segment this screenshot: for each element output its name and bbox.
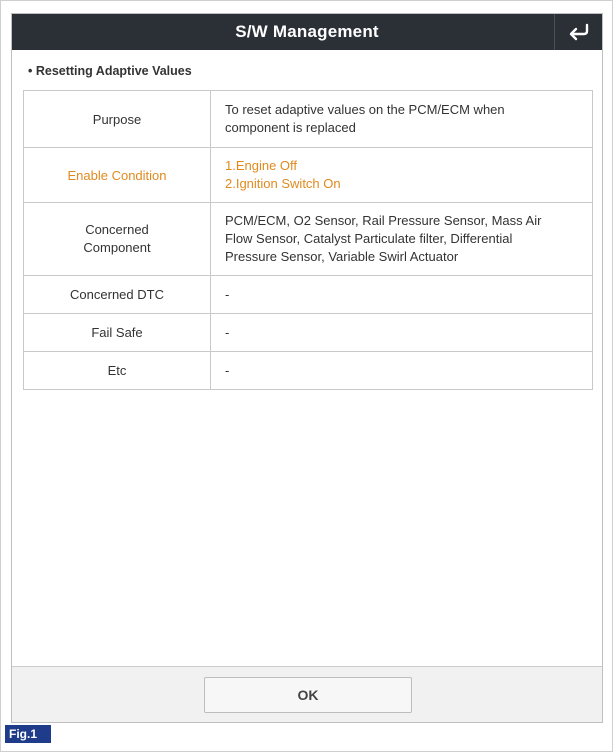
table-row-etc: [24, 352, 593, 390]
label-line: Concerned: [85, 222, 149, 237]
table-row-enable-condition: [24, 148, 593, 203]
info-table: [23, 90, 593, 390]
ok-button[interactable]: OK: [204, 677, 412, 713]
back-button[interactable]: [554, 14, 602, 50]
value-line: -: [225, 362, 230, 378]
row-label: [24, 203, 211, 276]
table-row-purpose: [24, 91, 593, 148]
section-heading: • Resetting Adaptive Values: [28, 64, 192, 78]
row-value: [211, 203, 593, 276]
value-line: -: [225, 286, 230, 302]
value-line: To reset adaptive values on the PCM/ECM when: [225, 102, 505, 117]
dialog-title: S/W Management: [235, 22, 379, 41]
row-value: [211, 352, 593, 390]
table-row-concerned-component: [24, 203, 593, 276]
row-value: [211, 91, 593, 148]
row-value: [211, 276, 593, 314]
row-label: Purpose: [24, 91, 211, 148]
value-line: component is replaced: [225, 120, 356, 135]
table-row-fail-safe: [24, 314, 593, 352]
value-line: 1.Engine Off: [225, 158, 298, 173]
sw-management-dialog: [11, 13, 603, 723]
row-label: Concerned DTC: [24, 276, 211, 314]
value-line: Flow Sensor, Catalyst Particulate filter, Differential: [225, 231, 513, 246]
dialog-footer: [12, 666, 602, 722]
return-arrow-icon: [568, 23, 590, 41]
label-line: Component: [83, 240, 151, 255]
table-row-concerned-dtc: [24, 276, 593, 314]
row-label: Fail Safe: [24, 314, 211, 352]
row-label: Enable Condition: [24, 148, 211, 203]
value-line: -: [225, 324, 230, 340]
title-bar: [12, 14, 602, 50]
value-line: PCM/ECM, O2 Sensor, Rail Pressure Sensor, Mass Air: [225, 213, 542, 228]
row-label: Etc: [24, 352, 211, 390]
row-value: [211, 314, 593, 352]
row-value: [211, 148, 593, 203]
figure-label: Fig.1: [5, 725, 51, 743]
value-line: 2.Ignition Switch On: [225, 176, 341, 191]
value-line: Pressure Sensor, Variable Swirl Actuator: [225, 249, 459, 264]
